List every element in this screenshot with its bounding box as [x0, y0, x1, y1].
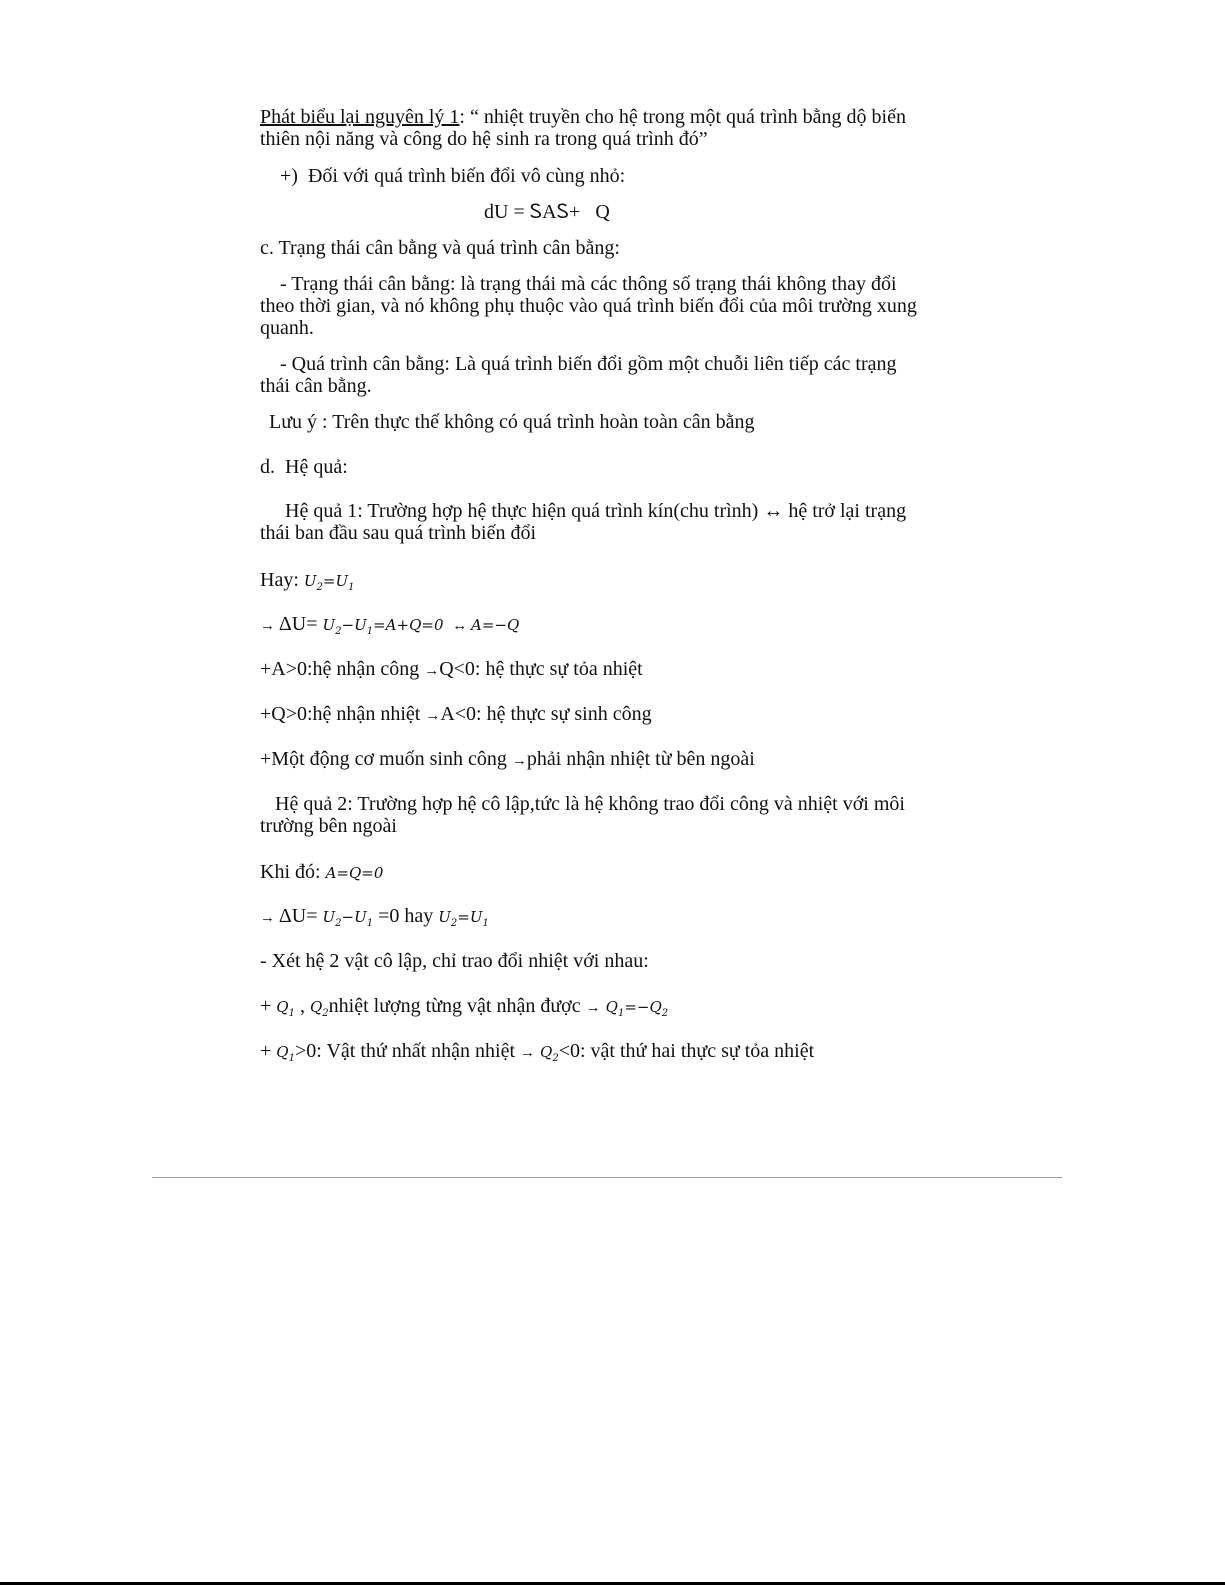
sym-q2: $Q_2$ — [309, 998, 329, 1019]
bullet-work — [260, 658, 960, 682]
eq-a-minus-q: A=−Q — [471, 616, 520, 634]
plus-sign: + — [260, 1040, 277, 1062]
principle-text-line2: thiên nội năng và công do hệ sinh ra trong quá trình đó” — [260, 128, 708, 150]
arrow-icon: → — [585, 1000, 601, 1016]
paragraph-corollary-2 — [260, 793, 960, 837]
corollary-2-line1: Hệ quả 2: Trường hợp hệ cô lập,tức là hệ không trao đổi công và nhiệt với môi — [275, 793, 905, 815]
delta-u-label: ΔU= — [275, 905, 323, 927]
corollary-1-line2: thái ban đầu sau quá trình biến đổi — [260, 522, 537, 544]
paragraph-two-bodies: - Xét hệ 2 vật cô lập, chỉ trao đổi nhiệt với nhau: — [260, 950, 649, 972]
eq-delta-u: $U_2-U_1=A+Q=0$ — [322, 616, 444, 637]
heat-sign-b: <0: vật thứ hai thực sự tỏa nhiệt — [558, 1040, 815, 1062]
arrow-icon: → — [260, 618, 275, 634]
equilibrium-state-line2: theo thời gian, và nó không phụ thuộc vào quá trình biến đổi của môi trường xung — [260, 295, 917, 317]
principle-heading: Phát biểu lại nguyên lý 1 — [260, 106, 460, 128]
hay-label: Hay: — [260, 569, 304, 591]
eq-a-q-zero: A=Q=0 — [325, 864, 384, 882]
eq-u2-minus-u1: $U_2-U_1$ — [322, 908, 374, 929]
arrow-icon: → — [424, 663, 440, 679]
paragraph-equilibrium-state — [260, 273, 960, 339]
equilibrium-process-line1: - Quá trình cân bằng: Là quá trình biến đổi gồm một chuỗi liên tiếp các trạng — [280, 353, 897, 375]
corollary-1-line1: Hệ quả 1: Trường hợp hệ thực hiện quá trình kín(chu trình) ↔ hệ trở lại trạng — [285, 500, 907, 522]
sym-q2: $Q_2$ — [540, 1043, 559, 1064]
arrow-icon: → — [260, 910, 275, 926]
horizontal-rule — [152, 1177, 1062, 1178]
arrow-icon: → — [520, 1045, 536, 1061]
bullet-heat-a: +Q>0:hệ nhận nhiệt — [260, 703, 426, 725]
khi-do-line — [260, 861, 960, 884]
heat-quantities-line — [260, 995, 960, 1025]
plus-sign: + — [260, 995, 277, 1017]
arrow-icon: → — [425, 708, 441, 724]
section-d-heading: d. Hệ quả: — [260, 456, 348, 478]
comma: , — [294, 995, 310, 1017]
heat-quantities-text: nhiệt lượng từng vật nhận được — [328, 995, 586, 1017]
bullet-work-b: Q<0: hệ thực sự tỏa nhiệt — [439, 658, 643, 680]
bullet-work-a: +A>0:hệ nhận công — [260, 658, 425, 680]
heat-sign-a: >0: Vật thứ nhất nhận nhiệt — [294, 1040, 521, 1062]
heat-sign-line — [260, 1040, 960, 1070]
sym-q1: $Q_1$ — [276, 1043, 295, 1064]
eq-q1-minus-q2: $Q_1=-Q_2$ — [605, 998, 669, 1019]
eq-u2-u1-2: $U_2=U_1$ — [438, 908, 489, 929]
hay-line — [260, 569, 960, 599]
delta-u-line-1 — [260, 613, 960, 643]
delta-u-line-2 — [260, 905, 960, 935]
corollary-2-line2: trường bên ngoài — [260, 815, 397, 837]
paragraph-principle — [260, 106, 960, 150]
note-line: Lưu ý : Trên thực thế không có quá trình hoàn toàn cân bằng — [269, 411, 755, 433]
paragraph-corollary-1 — [260, 500, 960, 544]
sym-q1: $Q_1$ — [276, 998, 295, 1019]
equilibrium-state-line3: quanh. — [260, 317, 314, 339]
formula-du: dU = ᏚAᏚ+ Q — [484, 201, 610, 223]
arrow-icon: → — [511, 753, 527, 769]
equilibrium-state-line1: - Trạng thái cân bằng: là trạng thái mà các thông số trạng thái không thay đổi — [280, 273, 897, 295]
bullet-heat-b: A<0: hệ thực sự sinh công — [440, 703, 652, 725]
principle-text: : “ nhiệt truyền cho hệ trong một quá trình bằng dộ biến — [459, 106, 906, 128]
paragraph-infinitesimal: +) Đối với quá trình biến đổi vô cùng nhỏ: — [280, 165, 626, 187]
iff-icon: ↔ — [448, 618, 471, 634]
bullet-heat — [260, 703, 960, 727]
bullet-engine-b: phải nhận nhiệt từ bên ngoài — [526, 748, 755, 770]
paragraph-equilibrium-process — [260, 353, 960, 397]
zero-hay-text: =0 hay — [373, 905, 439, 927]
eq-u2-u1: $U_2=U_1$ — [303, 572, 355, 593]
khi-do-label: Khi đó: — [260, 861, 326, 883]
section-c-heading: c. Trạng thái cân bằng và quá trình cân bằng: — [260, 237, 620, 259]
bullet-engine-a: +Một động cơ muốn sinh công — [260, 748, 512, 770]
equilibrium-process-line2: thái cân bằng. — [260, 375, 372, 397]
delta-u-label: ΔU= — [275, 613, 323, 635]
bullet-engine — [260, 748, 960, 772]
